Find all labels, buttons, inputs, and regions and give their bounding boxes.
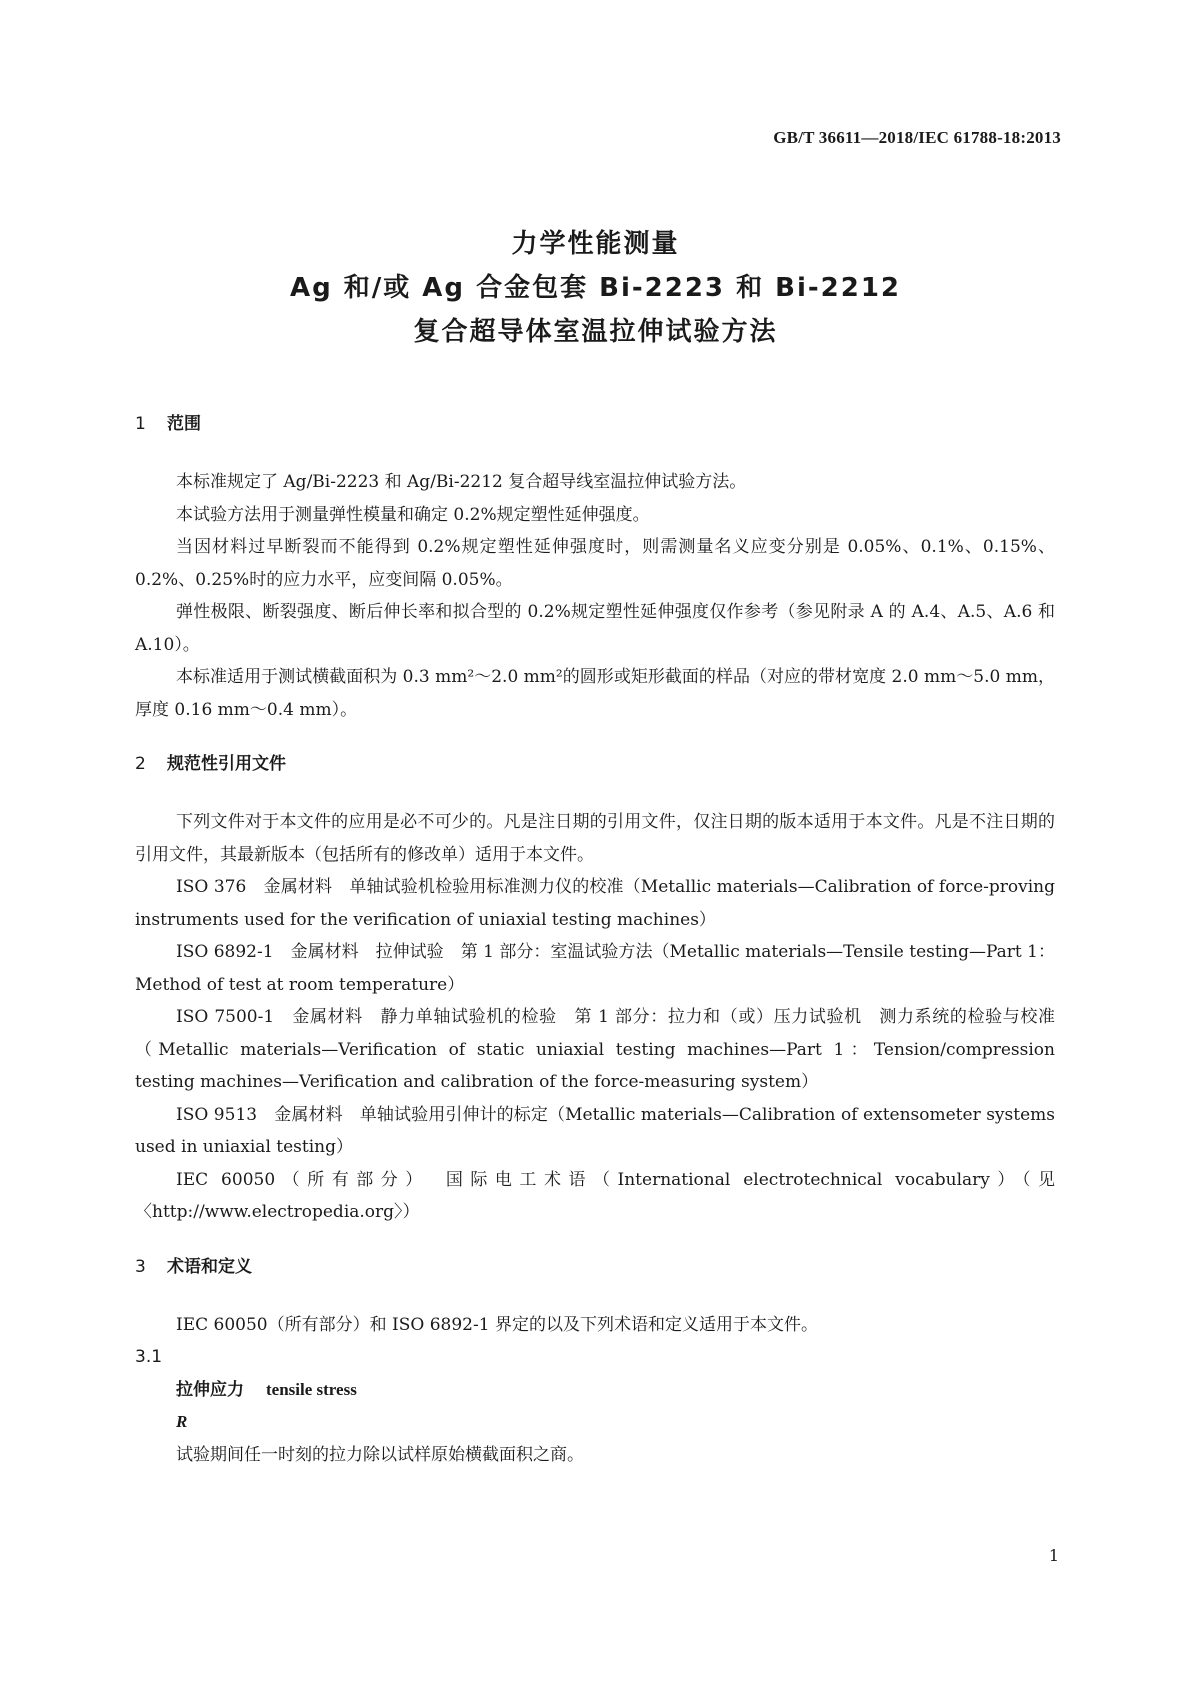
term-entry <box>135 1374 1055 1407</box>
term-chinese: 拉伸应力 <box>176 1379 244 1400</box>
page-number: 1 <box>1048 1546 1059 1565</box>
reference-entry: IEC 60050（所有部分） 国际电工术语（International electrotechnical vocabulary）（见〈http://www.electropedia.org〉） <box>135 1169 1055 1222</box>
standard-number: GB/T 36611—2018/IEC 61788-18:2013 <box>773 128 1061 147</box>
paragraph: IEC 60050（所有部分）和 ISO 6892-1 界定的以及下列术语和定义适用于本文件。 <box>176 1314 818 1335</box>
term-definition: 试验期间任一时刻的拉力除以试样原始横截面积之商。 <box>176 1444 584 1465</box>
reference-entry: ISO 7500-1 金属材料 静力单轴试验机的检验 第 1 部分：拉力和（或）压力试验机 测力系统的检验与校准（Metallic materials—Verification of static uniaxial testing machines—Part 1：Tension/compression testing machines—Verification and calibration of the force-measuring system） <box>135 1007 1055 1092</box>
section-title: 范围 <box>167 414 201 434</box>
section-2-heading <box>135 748 1055 780</box>
title-line-3: 复合超导体室温拉伸试验方法 <box>413 317 778 347</box>
reference-entry: ISO 9513 金属材料 单轴试验用引伸计的标定（Metallic materials—Calibration of extensometer systems used in uniaxial testing） <box>135 1104 1055 1157</box>
paragraph: 本标准规定了 Ag/Bi-2223 和 Ag/Bi-2212 复合超导线室温拉伸试验方法。 <box>176 472 747 492</box>
term-symbol: R <box>176 1412 188 1431</box>
document-title <box>0 222 1191 354</box>
clause-number: 3.1 <box>135 1347 163 1367</box>
reference-entry: ISO 376 金属材料 单轴试验机检验用标准测力仪的校准（Metallic materials—Calibration of force-proving instruments used for the verification of uniaxial testing machines） <box>135 877 1055 930</box>
paragraph: 下列文件对于本文件的应用是必不可少的。凡是注日期的引用文件，仅注日期的版本适用于本文件。凡是不注日期的引用文件，其最新版本（包括所有的修改单）适用于本文件。 <box>135 812 1055 865</box>
section-number: 1 <box>135 414 146 434</box>
title-line-2: Ag 和/或 Ag 合金包套 Bi-2223 和 Bi-2212 <box>289 273 902 303</box>
section-3-heading <box>135 1251 1055 1283</box>
section-title: 规范性引用文件 <box>167 754 286 774</box>
section-title: 术语和定义 <box>167 1256 252 1277</box>
paragraph: 本试验方法用于测量弹性模量和确定 0.2%规定塑性延伸强度。 <box>176 504 650 525</box>
reference-entry: ISO 6892-1 金属材料 拉伸试验 第 1 部分：室温试验方法（Metallic materials—Tensile testing—Part 1：Method of test at room temperature） <box>135 942 1055 995</box>
section-1-heading <box>135 408 1055 440</box>
paragraph: 当因材料过早断裂而不能得到 0.2%规定塑性延伸强度时，则需测量名义应变分别是 0.05%、0.1%、0.15%、0.2%、0.25%时的应力水平，应变间隔 0.05%。 <box>135 537 1055 590</box>
document-body <box>135 408 1055 1471</box>
section-number: 2 <box>135 754 146 774</box>
title-line-1: 力学性能测量 <box>511 229 680 259</box>
paragraph: 本标准适用于测试横截面积为 0.3 mm²～2.0 mm²的圆形或矩形截面的样品（对应的带材宽度 2.0 mm～5.0 mm，厚度 0.16 mm～0.4 mm）。 <box>135 667 1055 720</box>
term-english: tensile stress <box>266 1379 357 1399</box>
paragraph: 弹性极限、断裂强度、断后伸长率和拟合型的 0.2%规定塑性延伸强度仅作参考（参见附录 A 的 A.4、A.5、A.6 和 A.10）。 <box>135 602 1055 655</box>
section-number: 3 <box>135 1256 146 1277</box>
